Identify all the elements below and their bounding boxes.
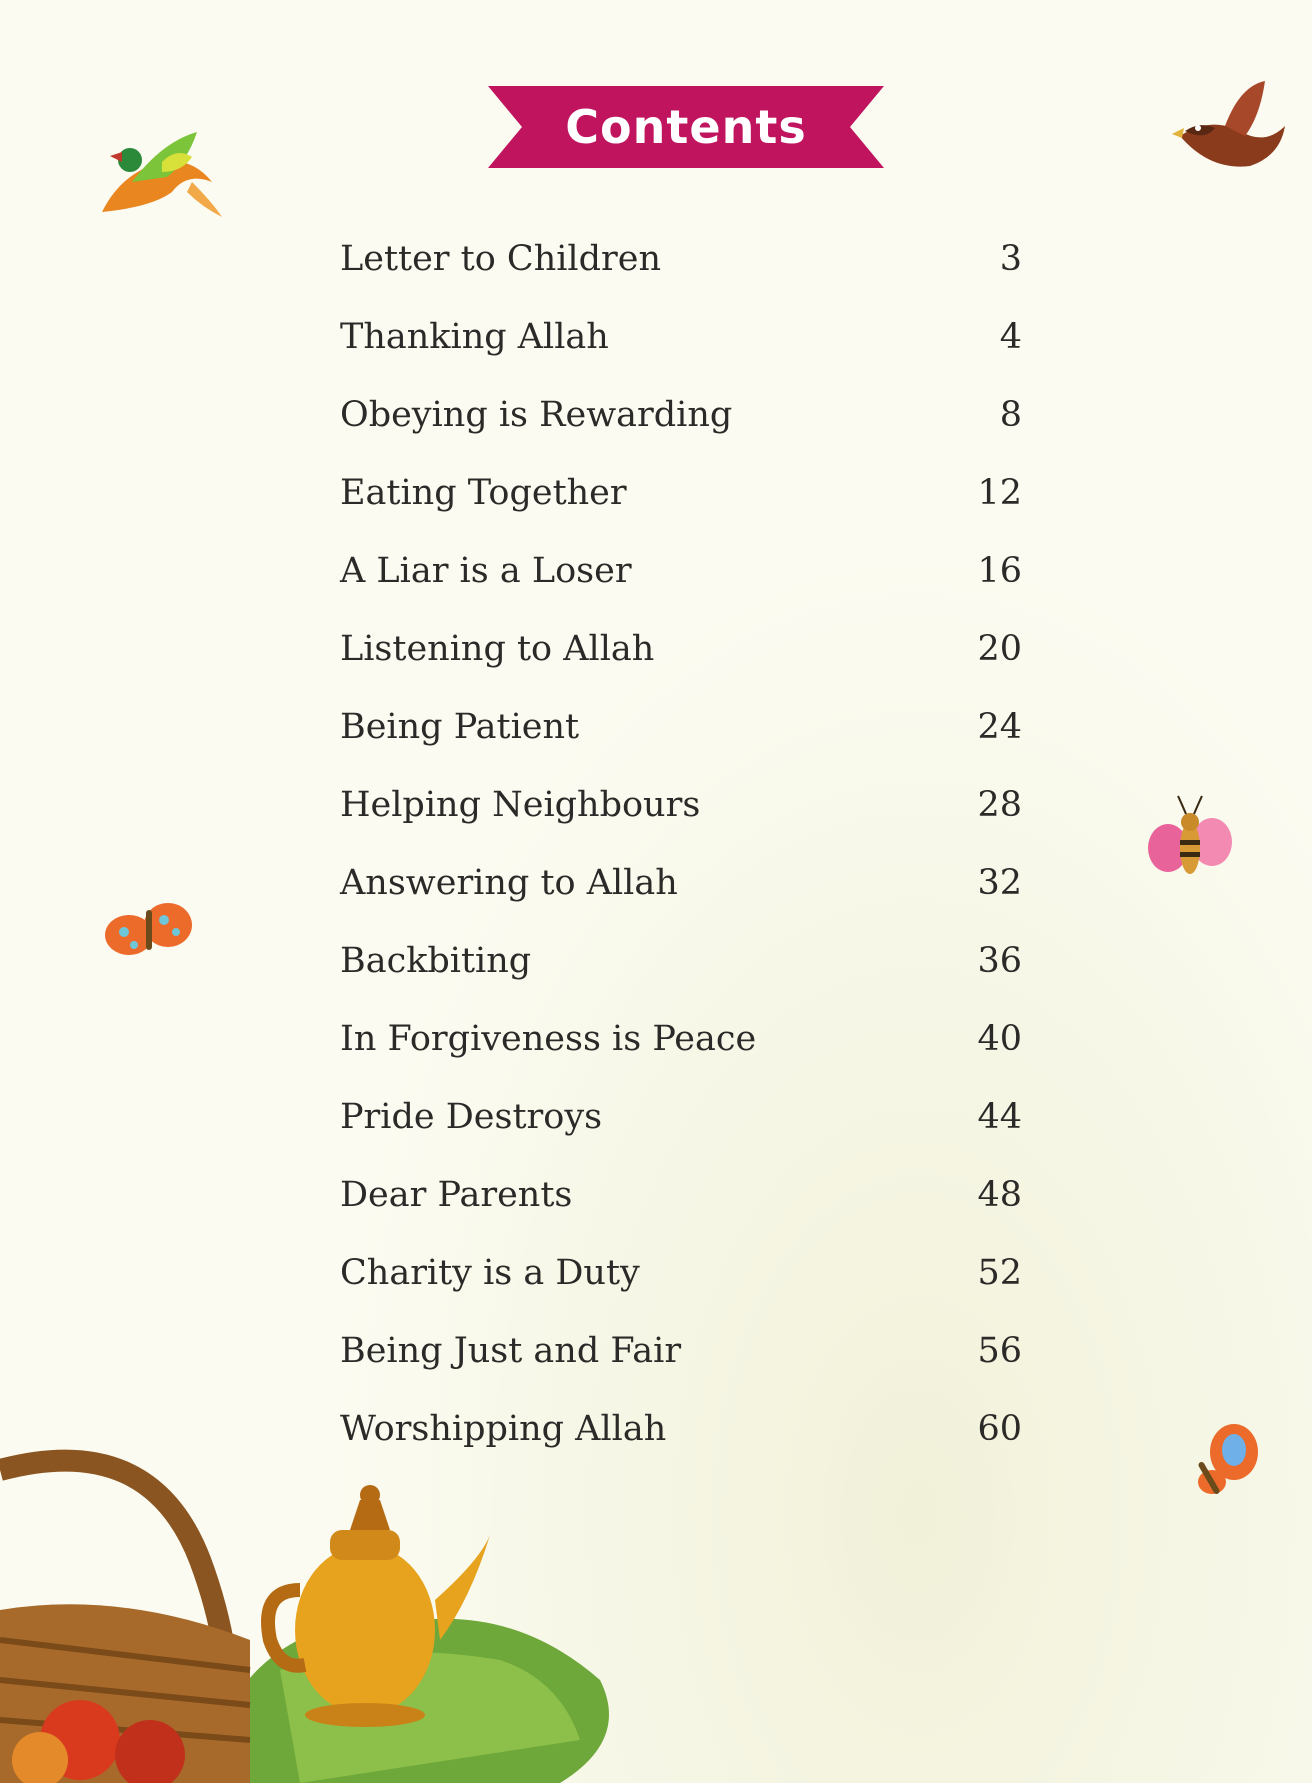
toc-entry[interactable] xyxy=(340,376,1022,454)
toc-entry[interactable] xyxy=(340,1000,1022,1078)
page-title: Contents xyxy=(565,100,807,154)
toc-entry[interactable] xyxy=(340,298,1022,376)
toc-entry-title: Worshipping Allah xyxy=(340,1409,667,1449)
toc-entry-title: Eating Together xyxy=(340,473,627,513)
contents-banner xyxy=(488,86,884,168)
toc-entry-title: Pride Destroys xyxy=(340,1097,603,1137)
butterfly-illustration-small xyxy=(1176,1420,1262,1506)
toc-entry-page-number: 24 xyxy=(977,707,1022,747)
toc-entry[interactable] xyxy=(340,766,1022,844)
toc-entry-page-number: 3 xyxy=(999,239,1022,279)
toc-entry-title: Listening to Allah xyxy=(340,629,655,669)
table-of-contents xyxy=(340,220,1022,1468)
toc-entry[interactable] xyxy=(340,1234,1022,1312)
toc-entry-page-number: 56 xyxy=(977,1331,1022,1371)
toc-entry-title: A Liar is a Loser xyxy=(340,551,632,591)
bee-illustration xyxy=(1146,790,1236,885)
picnic-scene-illustration xyxy=(0,1440,640,1783)
toc-entry-title: Dear Parents xyxy=(340,1175,573,1215)
toc-entry[interactable] xyxy=(340,1156,1022,1234)
toc-entry-title: Being Just and Fair xyxy=(340,1331,682,1371)
butterfly-illustration xyxy=(104,890,196,970)
toc-entry-title: Letter to Children xyxy=(340,239,662,279)
toc-entry-title: Being Patient xyxy=(340,707,580,747)
toc-entry-page-number: 4 xyxy=(999,317,1022,357)
toc-entry-page-number: 16 xyxy=(977,551,1022,591)
toc-entry-page-number: 20 xyxy=(977,629,1022,669)
toc-entry-title: Answering to Allah xyxy=(340,863,678,903)
picnic-basket-illustration xyxy=(0,1461,250,1783)
toc-entry-page-number: 48 xyxy=(977,1175,1022,1215)
toc-entry[interactable] xyxy=(340,1078,1022,1156)
toc-entry-page-number: 12 xyxy=(977,473,1022,513)
toc-entry[interactable] xyxy=(340,454,1022,532)
toc-entry-title: In Forgiveness is Peace xyxy=(340,1019,757,1059)
toc-entry[interactable] xyxy=(340,220,1022,298)
toc-entry-title: Backbiting xyxy=(340,941,532,981)
toc-entry-page-number: 44 xyxy=(977,1097,1022,1137)
toc-entry[interactable] xyxy=(340,610,1022,688)
toc-entry-page-number: 52 xyxy=(977,1253,1022,1293)
parrot-illustration xyxy=(92,112,227,227)
toc-entry-page-number: 60 xyxy=(977,1409,1022,1449)
toc-entry[interactable] xyxy=(340,532,1022,610)
toc-entry[interactable] xyxy=(340,844,1022,922)
toc-entry[interactable] xyxy=(340,1312,1022,1390)
toc-entry-page-number: 36 xyxy=(977,941,1022,981)
toc-entry-page-number: 40 xyxy=(977,1019,1022,1059)
toc-entry-title: Helping Neighbours xyxy=(340,785,701,825)
toc-entry-page-number: 28 xyxy=(977,785,1022,825)
toc-entry-title: Charity is a Duty xyxy=(340,1253,640,1293)
toc-entry[interactable] xyxy=(340,922,1022,1000)
toc-entry-title: Obeying is Rewarding xyxy=(340,395,733,435)
sparrow-illustration xyxy=(1170,76,1294,186)
toc-entry-page-number: 32 xyxy=(977,863,1022,903)
toc-entry-page-number: 8 xyxy=(999,395,1022,435)
toc-entry[interactable] xyxy=(340,688,1022,766)
toc-entry-title: Thanking Allah xyxy=(340,317,609,357)
